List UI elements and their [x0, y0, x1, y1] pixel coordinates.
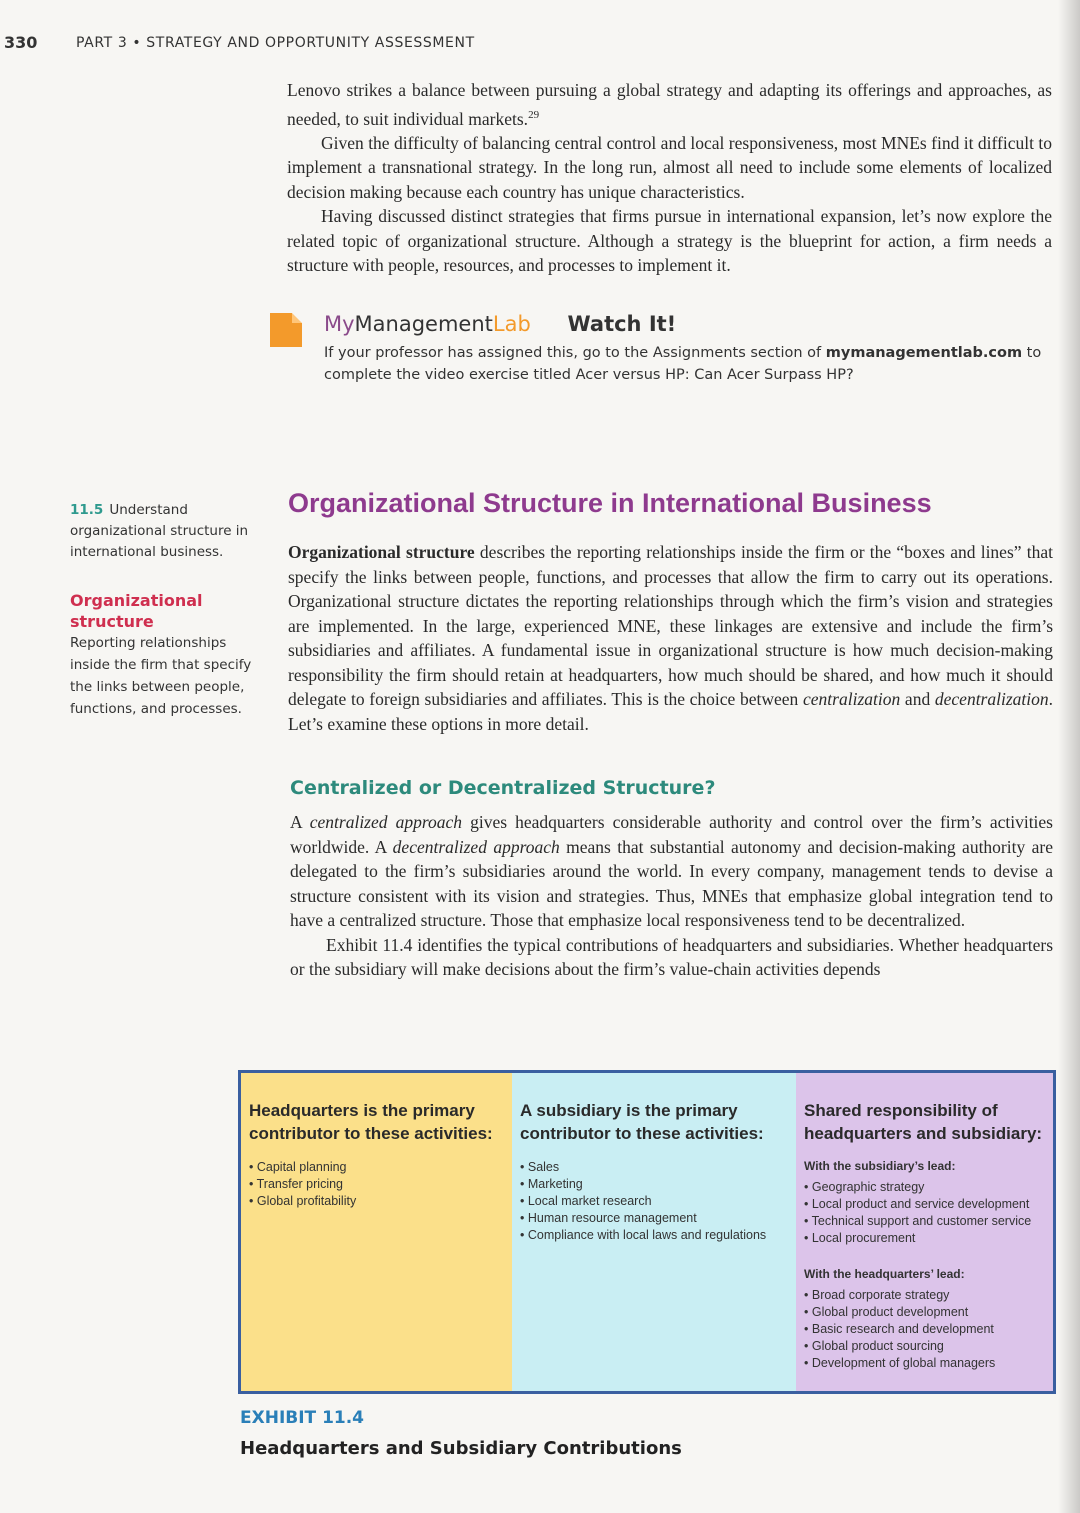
exhibit-column-shared [796, 1073, 1053, 1391]
exhibit-caption: Headquarters and Subsidiary Contributions [240, 1438, 682, 1459]
section-emphasis-centralization: centralization [803, 689, 901, 709]
learning-objective [70, 500, 270, 563]
brand-my: My [324, 312, 355, 336]
list-item: • Compliance with local laws and regulations [520, 1227, 788, 1244]
list-item: • Local procurement [804, 1230, 1045, 1247]
list-item: • Basic research and development [804, 1321, 1045, 1338]
headquarters-lead-list [804, 1287, 1045, 1372]
section-lead-term: Organizational structure [288, 542, 475, 562]
footnote-ref: 29 [528, 108, 540, 121]
subsection-p1-c: means that substantial autonomy and decision-making authority are delegated to the firm’s subsidiaries around the world. In every company, management tends to devise a structure consistent with its vision and strategies. Thus, MNEs that emphasize global integration tend to have a centralized structure. Those that emphasize local responsiveness tend to be decentralized. [290, 836, 1053, 930]
page-number: 330 [4, 33, 38, 52]
headquarters-lead-label: With the headquarters’ lead: [804, 1267, 965, 1281]
subsection-body [290, 810, 1053, 982]
brand-management: Management [354, 312, 493, 336]
list-item: • Global product development [804, 1304, 1045, 1321]
subsection-paragraph-2: Exhibit 11.4 identifies the typical contributions of headquarters and subsidiaries. Whether headquarters or the subsidiary will make decisions about the firm’s value-chain activities depends [290, 934, 1053, 979]
subsection-paragraph-1 [290, 810, 1053, 933]
intro-paragraph-2: Given the difficulty of balancing central control and local responsiveness, most MNEs find it difficult to implement a transnational strategy. In the long run, almost all need to include some elements of localized decision making because each country has unique characteristics. [287, 132, 1052, 202]
mymanagementlab-icon [270, 313, 302, 347]
instructions-before: If your professor has assigned this, go to the Assignments section of [324, 345, 826, 361]
subsection-emphasis-decentralized: decentralized approach [392, 836, 560, 857]
mymanagementlab-box [324, 312, 1044, 386]
list-item: • Technical support and customer service [804, 1213, 1045, 1230]
list-item: • Geographic strategy [804, 1179, 1045, 1196]
objective-number: 11.5 [70, 502, 104, 518]
subsidiary-lead-label: With the subsidiary’s lead: [804, 1159, 956, 1173]
headquarters-activity-list [249, 1159, 504, 1210]
objective-text: Understand organizational structure in international business. [70, 502, 249, 560]
list-item: • Local product and service development [804, 1196, 1045, 1213]
mymanagementlab-instructions [324, 342, 1044, 386]
intro-paragraph-1 [287, 78, 1052, 131]
subsection-p1-a: A [290, 812, 310, 832]
exhibit-column-subsidiary [512, 1073, 796, 1391]
subsection-title: Centralized or Decentralized Structure? [290, 777, 716, 799]
list-item: • Marketing [520, 1176, 788, 1193]
section-body-c: . Let’s examine these options in more detail. [288, 689, 1053, 734]
intro-paragraph-3: Having discussed distinct strategies that firms pursue in international expansion, let’s now explore the related topic of organizational structure. Although a strategy is the blueprint for action, a firm needs a structure with people, resources, and processes to implement it. [287, 206, 1052, 276]
mymanagementlab-link[interactable]: mymanagementlab.com [825, 345, 1023, 361]
intro-text [287, 78, 1052, 278]
section-title: Organizational Structure in International Business [288, 488, 932, 518]
brand-lab: Lab [492, 312, 531, 336]
section-body-b: and [900, 689, 935, 709]
glossary-term [70, 590, 270, 720]
list-item: • Capital planning [249, 1159, 504, 1176]
list-item: • Broad corporate strategy [804, 1287, 1045, 1304]
list-item: • Global product sourcing [804, 1338, 1045, 1355]
exhibit-heading-subsidiary: A subsidiary is the primary contributor to these activities: [520, 1101, 764, 1143]
section-body-a: describes the reporting relationships inside the firm or the “boxes and lines” that specify the links between people, functions, and processes that allow the firm to carry out its operations. Organizational structure dictates the reporting relationships through which the firm’s vision and strategies are implemented. In the large, experienced MNE, these linkages are extensive and include the firm’s subsidiaries and affiliates. A fundamental issue in organizational structure is how much decision-making responsibility the firm should retain at headquarters, how much should be shared, and how much it should delegate to foreign subsidiaries and affiliates. This is the choice between [288, 542, 1053, 709]
page-spine-shadow [1058, 0, 1080, 1513]
exhibit-label: EXHIBIT 11.4 [240, 1408, 365, 1428]
subsection-p1-b: gives headquarters considerable authority and control over the firm’s activities worldwide. A [290, 812, 1053, 857]
list-item: • Human resource management [520, 1210, 788, 1227]
running-head: PART 3 • STRATEGY AND OPPORTUNITY ASSESSMENT [76, 35, 475, 51]
intro-paragraph-1-text: Lenovo strikes a balance between pursuing a global strategy and adapting its offerings and approaches, as needed, to suit individual markets. [287, 80, 1052, 129]
list-item: • Local market research [520, 1193, 788, 1210]
glossary-definition: Reporting relationships inside the firm that specify the links between people, functions, and processes. [70, 635, 252, 717]
section-emphasis-decentralization: decentralization [934, 689, 1049, 709]
instructions-after: to complete the video exercise titled Acer versus HP: Can Acer Surpass HP? [324, 345, 1042, 383]
watch-it-label: Watch It! [567, 312, 677, 336]
list-item: • Development of global managers [804, 1355, 1045, 1372]
subsection-emphasis-centralized: centralized approach [309, 812, 463, 832]
exhibit-table [238, 1070, 1056, 1394]
section-body [288, 540, 1053, 736]
list-item: • Sales [520, 1159, 788, 1176]
list-item: • Transfer pricing [249, 1176, 504, 1193]
subsidiary-activity-list [520, 1159, 788, 1244]
list-item: • Global profitability [249, 1193, 504, 1210]
exhibit-heading-shared: Shared responsibility of headquarters and subsidiary: [804, 1101, 1043, 1143]
exhibit-column-headquarters [241, 1073, 512, 1391]
mymanagementlab-title [324, 312, 1044, 336]
exhibit-heading-headquarters: Headquarters is the primary contributor to these activities: [249, 1101, 493, 1143]
glossary-term-title: Organizational structure [70, 591, 203, 631]
subsidiary-lead-list [804, 1179, 1045, 1247]
